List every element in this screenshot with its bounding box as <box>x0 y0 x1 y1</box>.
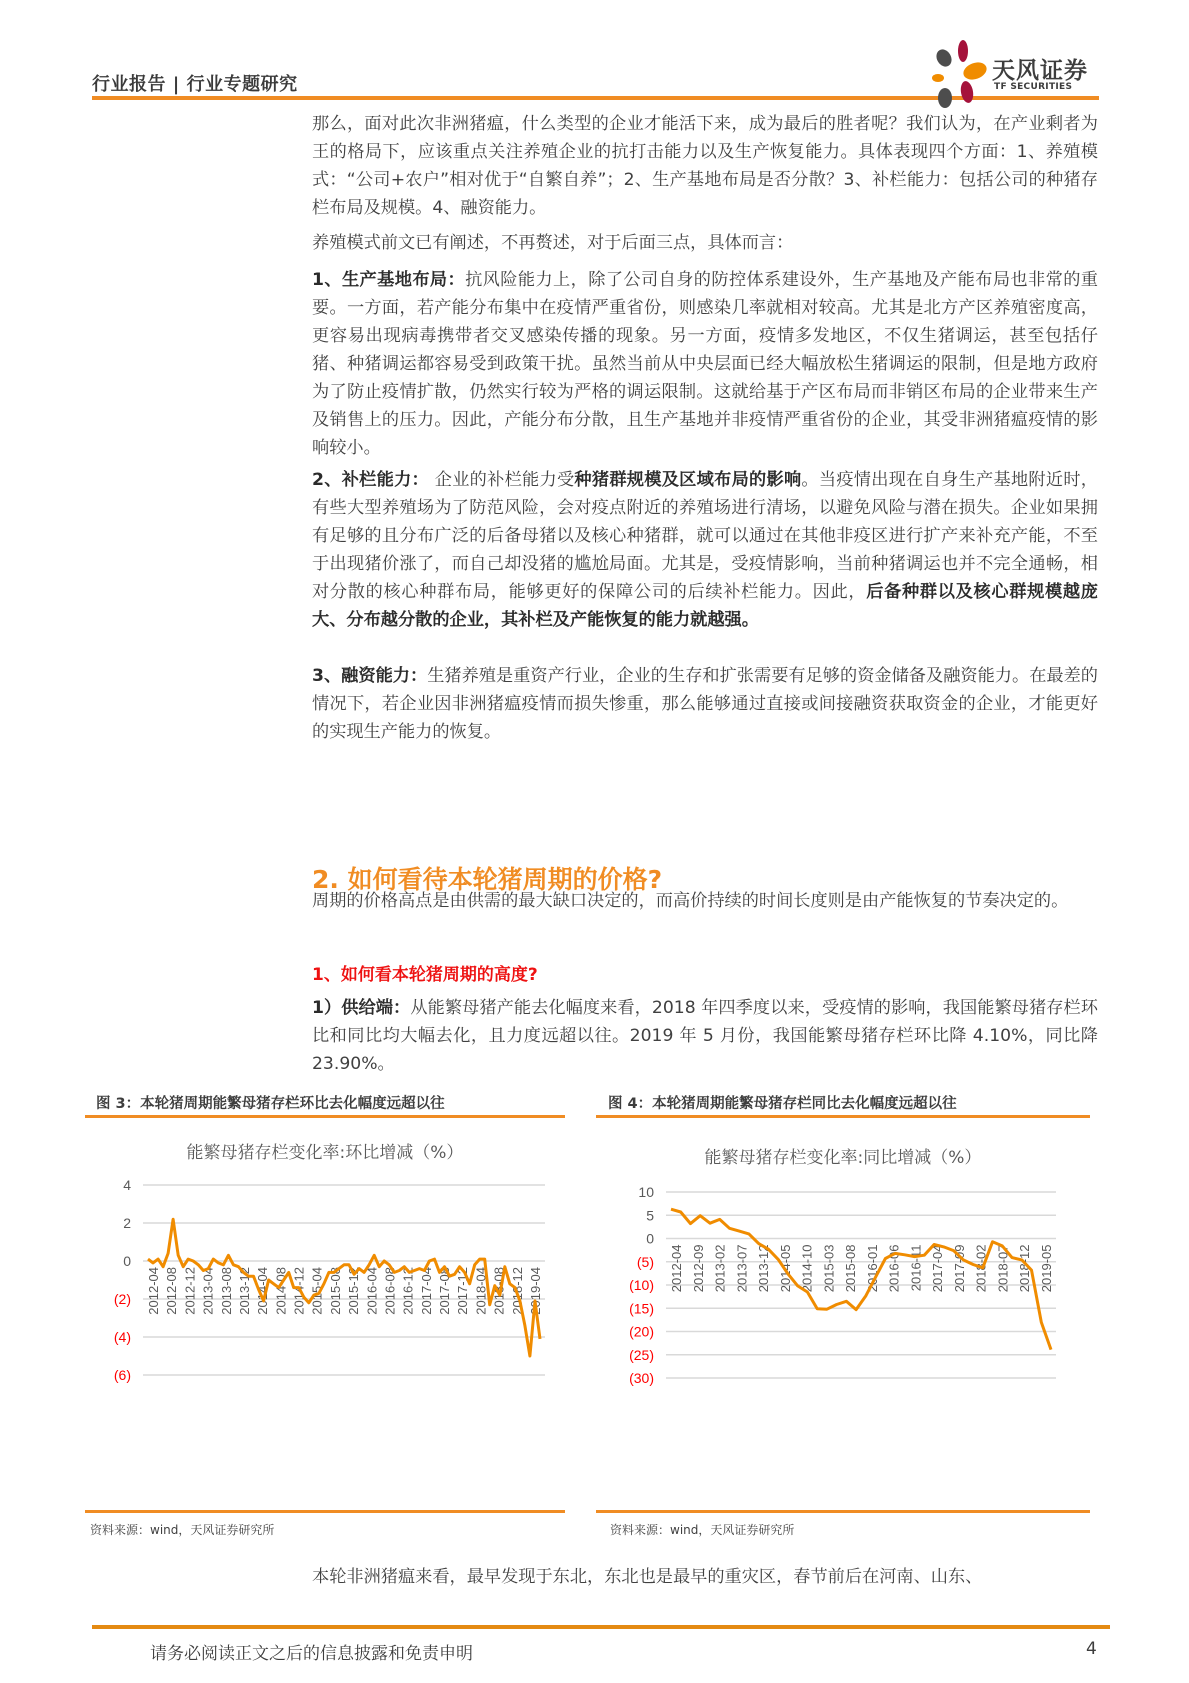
figure-4-top-rule <box>596 1115 1090 1118</box>
production-base-text: 抗风险能力上，除了公司自身的防控体系建设外，生产基地及产能布局也非常的重要。一方面，若产能分布集中在疫情严重省份，则感染几率就相对较高。尤其是北方产区养殖密度高，更容易出现病毒携带者交叉感染传播的现象。另一方面，疫情多发地区，不仅生猪调运，甚至包括仔猪、种猪调运都容易受到政策干扰。虽然当前从中央层面已经大幅放松生猪调运的限制，但是地方政府为了防止疫情扩散，仍然实行较为严格的调运限制。这就给基于产区布局而非销区布局的企业带来生产及销售上的压力。因此，产能分布分散，且生产基地并非疫情严重省份的企业，其受非洲猪瘟疫情的影响较小。 <box>312 270 1098 458</box>
x-tick-label: 2012-12 <box>182 1267 198 1315</box>
figure-3-bottom-rule <box>85 1510 565 1513</box>
restocking-text-b: 。当疫情出现在自身生产基地附近时，有些大型养殖场为了防范风险，会对疫点附近的养殖场进行清场，以避免风险与潜在损失。企业如果拥有足够的且分布广泛的后备母猪以及核心种猪群，就可以通过在其他非疫区进行扩产来补充产能，不至于出现猪价涨了，而自己却没猪的尴尬局面。尤其是，受疫情影响，当前种猪调运也并不完全通畅，相对分散的核心种群布局，能够更好的保障公司的后续补栏能力。因此， <box>312 470 1098 602</box>
x-tick-label: 2015-08 <box>843 1244 859 1293</box>
figure-3-chart-title: 能繁母猪存栏变化率:环比增减（%） <box>186 1143 464 1163</box>
y-tick-label: 0 <box>123 1253 131 1269</box>
y-tick-label: 4 <box>123 1177 131 1193</box>
x-tick-label: 2017-09 <box>951 1244 967 1293</box>
x-tick-label: 2015-03 <box>821 1244 837 1293</box>
figure-4-caption: 图 4：本轮猪周期能繁母猪存栏同比去化幅度远超以往 <box>608 1096 957 1112</box>
restocking-label: 2、补栏能力： <box>312 470 429 490</box>
y-tick-label: (4) <box>113 1329 131 1345</box>
financing-paragraph <box>312 662 1098 746</box>
restocking-text-a: 企业的补栏能力受 <box>429 470 575 490</box>
y-tick-label: (6) <box>113 1367 131 1383</box>
y-tick-label: 5 <box>646 1207 654 1224</box>
x-tick-label: 2016-11 <box>908 1244 924 1292</box>
x-tick-label: 2018-04 <box>473 1267 489 1315</box>
x-tick-label: 2012-08 <box>164 1267 180 1315</box>
x-tick-label: 2016-04 <box>364 1267 380 1315</box>
section-intro: 周期的价格高点是由供需的最大缺口决定的，而高价持续的时间长度则是由产能恢复的节奏决定的。 <box>312 891 1069 911</box>
figure-4-line-chart <box>596 1170 1090 1505</box>
intro-paragraph: 那么，面对此次非洲猪瘟，什么类型的企业才能活下来，成为最后的胜者呢？我们认为，在产业剩者为王的格局下，应该重点关注养殖企业的抗打击能力以及生产恢复能力。具体表现四个方面：1、养殖模式：“公司+农户”相对优于“自繁自养”；2、生产基地布局是否分散？3、补栏能力：包括公司的种猪存栏布局及规模。4、融资能力。 <box>312 114 1098 218</box>
petal-logo-icon <box>930 38 990 108</box>
x-tick-label: 2014-08 <box>273 1267 289 1315</box>
y-tick-label: (25) <box>629 1346 654 1363</box>
logo-chinese-name: 天风证券 <box>992 58 1088 84</box>
restocking-emphasis-a: 种猪群规模及区域布局的影响 <box>574 470 802 490</box>
figure-4-bottom-rule <box>596 1510 1090 1513</box>
x-tick-label: 2018-08 <box>491 1267 507 1315</box>
figure-3-source: 资料来源：wind，天风证券研究所 <box>90 1523 275 1537</box>
x-tick-label: 2015-04 <box>309 1267 325 1315</box>
transition-paragraph: 养殖模式前文已有阐述，不再赘述，对于后面三点，具体而言： <box>312 233 794 253</box>
financing-label: 3、融资能力： <box>312 666 428 686</box>
y-tick-label: 10 <box>638 1184 654 1200</box>
x-tick-label: 2016-06 <box>886 1244 902 1293</box>
subsection-heading: 1、如何看本轮猪周期的高度? <box>312 965 538 985</box>
x-tick-label: 2018-07 <box>995 1244 1011 1293</box>
y-tick-label: (15) <box>629 1300 654 1317</box>
x-tick-label: 2018-12 <box>1017 1244 1033 1293</box>
y-tick-label: (2) <box>113 1291 131 1307</box>
x-tick-label: 2012-04 <box>669 1244 684 1293</box>
x-tick-label: 2017-04 <box>930 1244 946 1293</box>
x-tick-label: 2016-08 <box>382 1267 398 1315</box>
x-tick-label: 2013-07 <box>734 1244 750 1293</box>
x-tick-label: 2019-05 <box>1039 1244 1054 1293</box>
x-tick-label: 2014-12 <box>291 1267 307 1315</box>
closing-paragraph: 本轮非洲猪瘟来看，最早发现于东北，东北也是最早的重灾区，春节前后在河南、山东、 <box>312 1567 983 1587</box>
report-category: 行业报告 | 行业专题研究 <box>92 74 298 95</box>
x-tick-label: 2013-08 <box>218 1267 234 1315</box>
figure-3-caption: 图 3：本轮猪周期能繁母猪存栏环比去化幅度远超以往 <box>96 1096 445 1112</box>
x-tick-label: 2018-12 <box>509 1267 525 1315</box>
production-base-label: 1、生产基地布局： <box>312 270 466 290</box>
x-tick-label: 2012-09 <box>690 1244 706 1293</box>
y-tick-label: (20) <box>629 1323 654 1340</box>
x-tick-label: 2015-12 <box>346 1267 362 1315</box>
x-tick-label: 2015-08 <box>327 1267 343 1315</box>
x-tick-label: 2014-04 <box>255 1267 271 1315</box>
x-tick-label: 2014-05 <box>777 1244 793 1293</box>
financing-text: 生猪养殖是重资产行业，企业的生存和扩张需要有足够的资金储备及融资能力。在最差的情况下，若企业因非洲猪瘟疫情而损失惨重，那么能够通过直接或间接融资获取资金的企业，才能更好的实现生产能力的恢复。 <box>312 666 1098 742</box>
x-tick-label: 2012-04 <box>146 1267 161 1315</box>
y-tick-label: 2 <box>123 1215 131 1231</box>
page-number: 4 <box>1086 1639 1097 1659</box>
supply-text: 从能繁母猪产能去化幅度来看，2018 年四季度以来，受疫情的影响，我国能繁母猪存栏环比和同比均大幅去化，且力度远超以往。2019 年 5 月份，我国能繁母猪存栏环比降 4.10%，同比降 23.90%。 <box>312 998 1098 1074</box>
logo-english-name: TF SECURITIES <box>994 82 1073 92</box>
y-tick-label: (5) <box>636 1253 654 1270</box>
figure-4-source: 资料来源：wind，天风证券研究所 <box>610 1523 795 1537</box>
x-tick-label: 2013-12 <box>236 1267 252 1315</box>
supply-paragraph <box>312 994 1098 1078</box>
x-tick-label: 2017-04 <box>418 1267 434 1315</box>
figure-4-chart-title: 能繁母猪存栏变化率:同比增减（%） <box>704 1148 982 1168</box>
x-tick-label: 2013-04 <box>200 1267 216 1315</box>
figure-3-top-rule <box>85 1115 565 1118</box>
x-tick-label: 2019-04 <box>528 1267 543 1315</box>
footer-rule <box>92 1625 1110 1629</box>
x-tick-label: 2013-02 <box>712 1244 728 1293</box>
data-line <box>671 1209 1051 1349</box>
x-tick-label: 2014-10 <box>799 1244 815 1293</box>
y-tick-label: (10) <box>629 1277 654 1293</box>
x-tick-label: 2013-12 <box>756 1244 772 1293</box>
x-tick-label: 2017-12 <box>455 1267 471 1315</box>
tf-securities-logo <box>930 38 1110 108</box>
section-heading: 2. 如何看待本轮猪周期的价格? <box>312 865 663 894</box>
x-tick-label: 2017-08 <box>437 1267 453 1315</box>
y-tick-label: 0 <box>646 1230 654 1247</box>
production-base-paragraph <box>312 266 1098 462</box>
restocking-paragraph <box>312 466 1098 634</box>
supply-label: 1）供给端： <box>312 998 411 1018</box>
x-tick-label: 2016-01 <box>864 1244 880 1293</box>
disclaimer-text: 请务必阅读正文之后的信息披露和免责申明 <box>150 1644 473 1664</box>
figure-3-line-chart <box>85 1165 565 1505</box>
x-tick-label: 2018-02 <box>973 1244 989 1293</box>
restocking-emphasis-b: 后备种群以及核心群规模越庞大、分布越分散的企业，其补栏及产能恢复的能力就越强。 <box>312 582 1098 630</box>
y-tick-label: (30) <box>629 1370 654 1386</box>
x-tick-label: 2016-12 <box>400 1267 416 1315</box>
